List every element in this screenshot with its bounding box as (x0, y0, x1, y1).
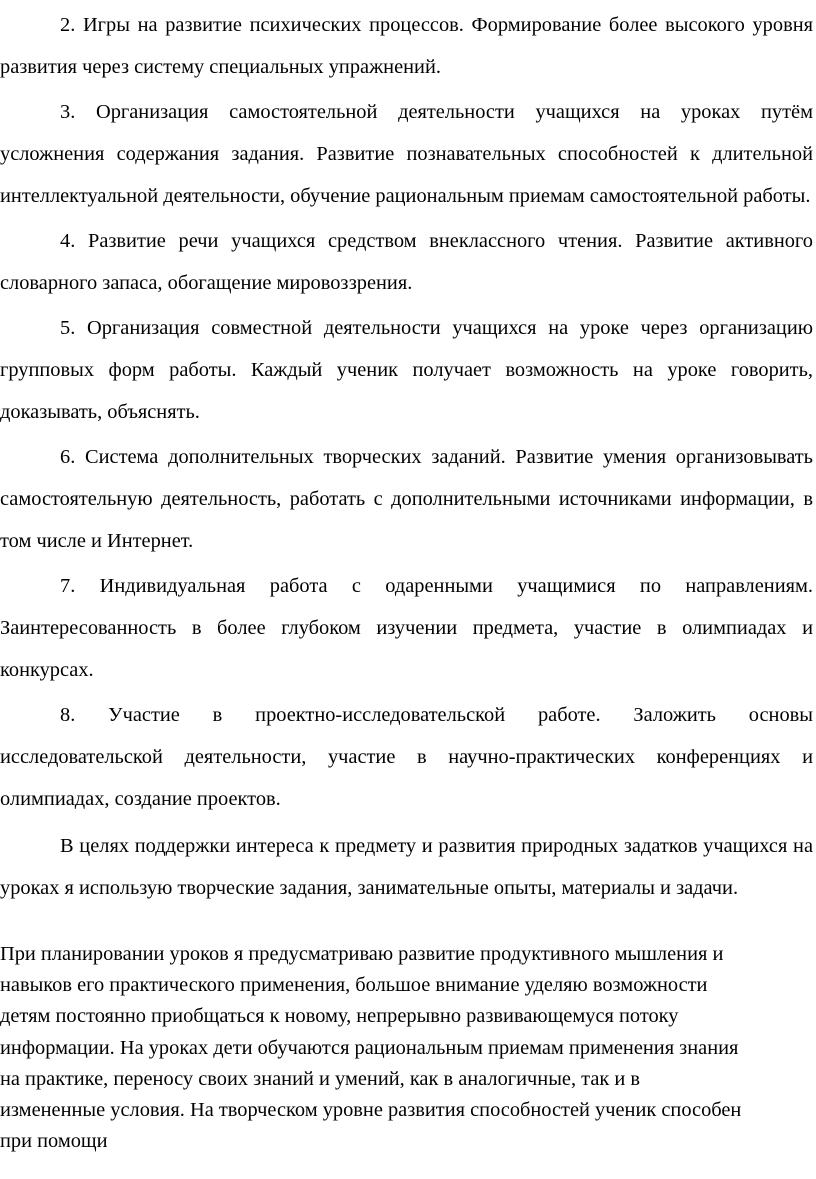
list-item-5: 5. Организация совместной деятельности учащихся на уроке через организацию групповых форм работы. Каждый ученик получает возможность на уроке говорить, доказывать, объяснять. (0, 317, 813, 423)
list-item-8: 8. Участие в проектно-исследовательской работе. Заложить основы исследовательской деятельности, участие в научно-практических конференциях и олимпиадах, создание проектов. (0, 704, 813, 810)
list-item-3: 3. Организация самостоятельной деятельности учащихся на уроках путём усложнения содержания задания. Развитие познавательных способностей к длительной интеллектуальной деятельности, обучение рациональным приемам самостоятельной работы. (0, 101, 813, 207)
list-item-6: 6. Система дополнительных творческих заданий. Развитие умения организовывать самостоятельную деятельность, работать с дополнительными источниками информации, в том числе и Интернет. (0, 446, 813, 552)
list-item-4: 4. Развитие речи учащихся средством внеклассного чтения. Развитие активного словарного запаса, обогащение мировоззрения. (0, 230, 813, 294)
list-item-2: 2. Игры на развитие психических процессов. Формирование более высокого уровня развития через систему специальных упражнений. (0, 14, 813, 78)
list-item-7: 7. Индивидуальная работа с одаренными учащимися по направлениям. Заинтересованность в более глубоком изучении предмета, участие в олимпиадах и конкурсах. (0, 575, 813, 681)
intro-paragraph: В целях поддержки интереса к предмету и развития природных задатков учащихся на уроках я использую творческие задания, занимательные опыты, материалы и задачи. (0, 835, 813, 899)
planning-paragraph: При планировании уроков я предусматриваю развитие продуктивного мышления и навыков его практического применения, большое внимание уделяю возможности детям постоянно приобщаться к новому, непрерывно развивающемуся потоку информации. На уроках дети обучаются рациональным приемам применения знания на практике, переносу своих знаний и умений, как в аналогичные, так и в измененные условия. На творческом уровне развития способностей ученик способен при помощи (0, 943, 742, 1153)
